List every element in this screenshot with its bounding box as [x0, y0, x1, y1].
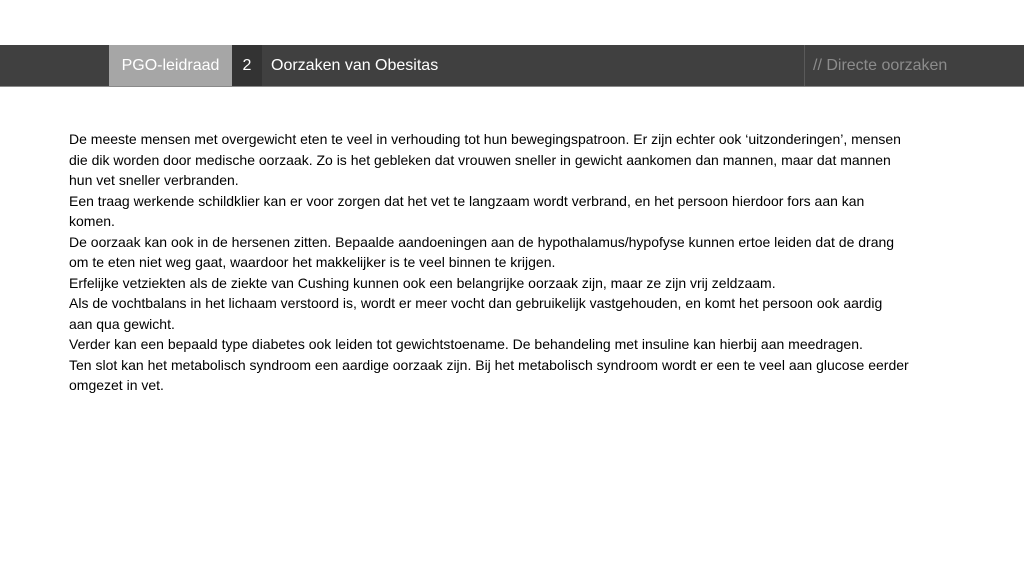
chapter-number: 2: [232, 45, 262, 86]
chapter-title: Oorzaken van Obesitas: [271, 57, 439, 74]
header-bar: [0, 45, 1024, 87]
section-label: // Directe oorzaken: [804, 45, 1024, 86]
paragraph: Ten slot kan het metabolisch syndroom een aardige oorzaak zijn. Bij het metabolisch syndroom wordt er een te veel aan glucose eerder omgezet in vet.: [69, 356, 909, 393]
paragraph: Een traag werkende schildklier kan er voor zorgen dat het vet te langzaam wordt verbrand, en het persoon hierdoor fors aan kan komen.: [69, 192, 865, 229]
body-text: [69, 129, 909, 396]
breadcrumb-document[interactable]: PGO-leidraad: [109, 45, 232, 86]
paragraph: Als de vochtbalans in het lichaam verstoord is, wordt er meer vocht dan gebruikelijk vastgehouden, en komt het persoon ook aardig aan qua gewicht.: [69, 295, 883, 332]
paragraph: Verder kan een bepaald type diabetes ook leiden tot gewichtstoename. De behandeling met insuline kan hierbij aan meedragen.: [69, 336, 863, 352]
paragraph: De oorzaak kan ook in de hersenen zitten. Bepaalde aandoeningen aan de hypothalamus/hypofyse kunnen ertoe leiden dat de drang om te eten niet weg gaat, waardoor het makkelijker is te veel binnen te krijgen.: [69, 233, 895, 270]
paragraph: De meeste mensen met overgewicht eten te veel in verhouding tot hun bewegingspatroon. Er zijn echter ook ‘uitzonderingen’, mensen die dik worden door medische oorzaak. Zo is het gebleken dat vrouwen sneller in gewicht aankomen dan mannen, maar dat mannen hun vet sneller verbranden.: [69, 131, 901, 188]
paragraph: Erfelijke vetziekten als de ziekte van Cushing kunnen ook een belangrijke oorzaak zijn, maar ze zijn vrij zeldzaam.: [69, 274, 776, 291]
